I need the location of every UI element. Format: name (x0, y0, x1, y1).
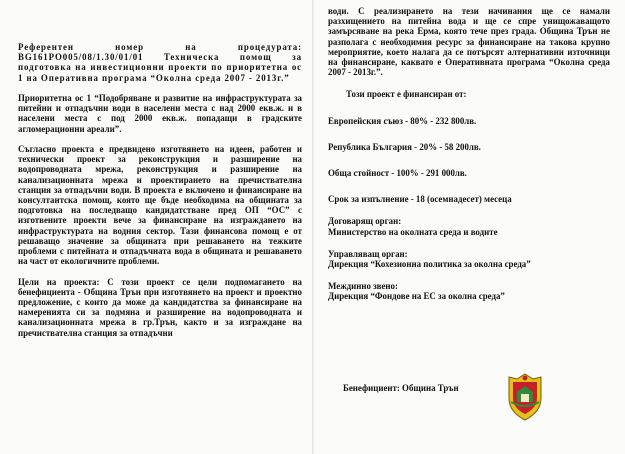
priority-axis-paragraph: Приоритетна ос 1 “Подобряване и развитие на инфраструктурата за питейни и отпадъчни води в населени места с над 2000 екв.ж. и в населени места с под 2000 екв.ж. попадащи в градските агломерационни ареали”. (18, 93, 302, 134)
managing-value: Дирекция “Кохезионна политика за околна среда” (328, 259, 531, 270)
eu-funding: Европейския съюз - 80% - 232 800лв. (328, 115, 477, 126)
left-column (18, 42, 302, 348)
procedure-reference: Референтен номер на процедурата: BG161PO005/08/1.30/01/01 Техническа помощ за подготовка на инвестиционни проекти по приоритетна ос 1 на Оперативна програма “Околна среда 2007 - 2013г.” (18, 42, 302, 83)
project-continuation: води. С реализирането на тези начинания ще се намали разхищението на питейна вода и ще се спре унищожаващото замърсяване на река Ерма, която тече през града. Община Трън не разполага с необходимия ресурс за финансиране на такова крупно мероприятие, което налага да се потърсят алтернативни източници на финансиране, каквато е Оперативната програма “Околна среда 2007 - 2013г.”. (328, 6, 610, 78)
project-scope-paragraph: Съгласно проекта е предвидено изготвянето на идеен, работен и технически проект за реконструкция и разширение на водопроводната мрежа, реконструкция и разширение на канализационната мрежа и проектирането на пречиствателна станция за отпадъчни води. В проекта е включено и финансиране на консултантска помощ, която ще бъде необходима на общината за подготовка на последващо кандидатстване пред ОП “ОС” с изготвените проекти вече за финансиране на изграждането на инфраструктурата на водния сектор. Тази финансова помощ е от решаващо значение за общината при решаването на тежките проблеми с питейната и отпадъчната вода в общината и решаването на част от екологичните проблеми. (18, 144, 302, 267)
funded-heading: Този проект е финансиран от: (346, 89, 467, 100)
total-value: Обща стойност - 100% - 291 000лв. (328, 168, 467, 179)
beneficiary-line: Бенефициент: Община Трън (343, 383, 459, 393)
municipality-coat-of-arms-icon (503, 372, 547, 422)
right-column (328, 6, 610, 302)
page-fold (312, 0, 314, 454)
contracting-value: Министерство на околната среда и водите (328, 226, 498, 237)
intermediate-label: Междинно звено: (328, 281, 398, 292)
managing-label: Управляващ орган: (328, 248, 408, 259)
project-term: Срок за изпълнение - 18 (осемнадесет) месеца (328, 194, 512, 205)
project-goals-paragraph: Цели на проекта: С този проект се цели подпомагането на бенефициента - Община Трън при изготвянето на проект и проектно предложение, с които да може да кандидатства за финансиране на намеренията си за подмяна и разширение на водопроводната и канализационната мрежа в гр.Трън, както и за изграждане на пречиствателна станция за отпадъчни (18, 276, 302, 338)
intermediate-value: Дирекция “Фондове на ЕС за околна среда” (328, 291, 505, 302)
bg-funding: Република България - 20% - 58 200лв. (328, 141, 481, 152)
contracting-label: Договарящ орган: (328, 216, 402, 227)
